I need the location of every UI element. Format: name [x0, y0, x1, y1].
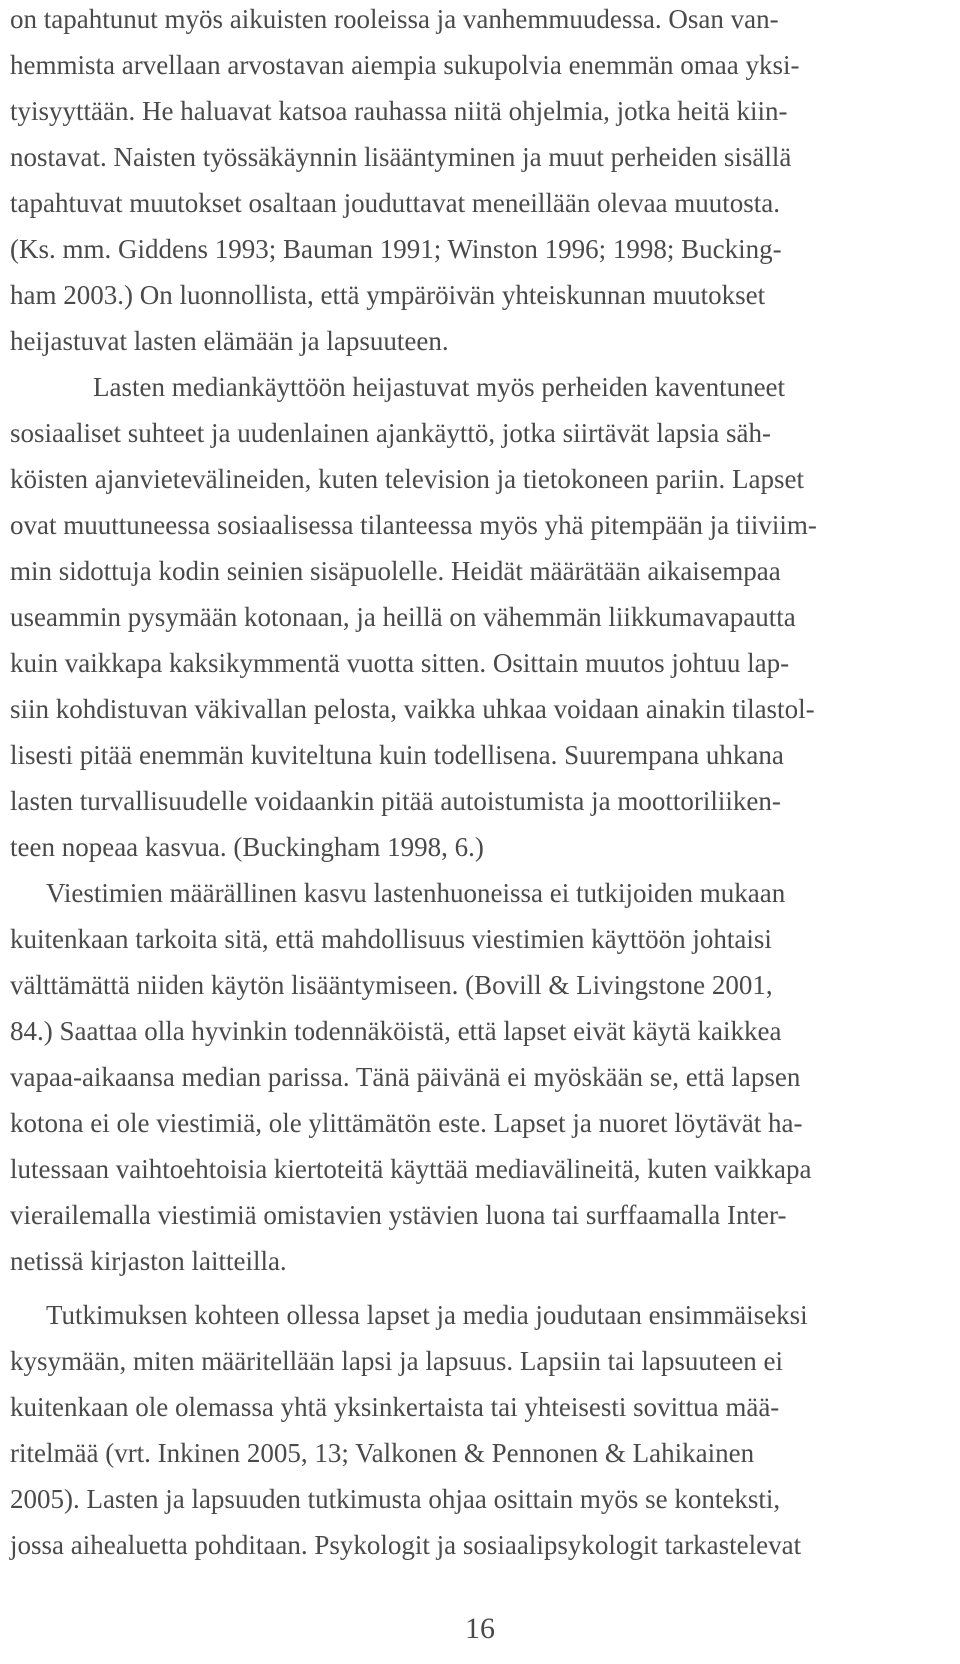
- text-line: kuin vaikkapa kaksikymmentä vuotta sitten. Osittain muutos johtuu lap-: [10, 648, 790, 678]
- text-line: min sidottuja kodin seinien sisäpuolelle. Heidät määrätään aikaisempaa: [10, 556, 781, 586]
- text-line: useammin pysymään kotonaan, ja heillä on vähemmän liikkumavapautta: [10, 602, 796, 632]
- text-line: tapahtuvat muutokset osaltaan jouduttavat meneillään olevaa muutosta.: [10, 188, 781, 218]
- text-line: kuitenkaan tarkoita sitä, että mahdollisuus viestimien käyttöön johtaisi: [10, 924, 772, 954]
- text-line: hemmista arvellaan arvostavan aiempia sukupolvia enemmän omaa yksi-: [10, 50, 800, 80]
- paragraph-first-line: Lasten mediankäyttöön heijastuvat myös perheiden kaventuneet: [93, 372, 786, 402]
- text-line: on tapahtunut myös aikuisten rooleissa ja vanhemmuudessa. Osan van-: [10, 4, 779, 34]
- text-line: lutessaan vaihtoehtoisia kiertoteitä käyttää mediavälineitä, kuten vaikkapa: [10, 1154, 812, 1184]
- text-line: heijastuvat lasten elämään ja lapsuuteen.: [10, 326, 449, 356]
- paragraph-first-line: Viestimien määrällinen kasvu lastenhuoneissa ei tutkijoiden mukaan: [46, 878, 786, 908]
- text-line: sosiaaliset suhteet ja uudenlainen ajankäyttö, jotka siirtävät lapsia säh-: [10, 418, 772, 448]
- text-line: kysymään, miten määritellään lapsi ja lapsuus. Lapsiin tai lapsuuteen ei: [10, 1346, 784, 1376]
- text-line: ovat muuttuneessa sosiaalisessa tilanteessa myös yhä pitempään ja tiiviim-: [10, 510, 817, 540]
- text-line: lasten turvallisuudelle voidaankin pitää autoistumista ja moottoriliiken-: [10, 786, 781, 816]
- text-line: kotona ei ole viestimiä, ole ylittämätön este. Lapset ja nuoret löytävät ha-: [10, 1108, 803, 1138]
- text-line: välttämättä niiden käytön lisääntymiseen. (Bovill & Livingstone 2001,: [10, 970, 773, 1000]
- text-line: 84.) Saattaa olla hyvinkin todennäköistä, että lapset eivät käytä kaikkea: [10, 1016, 782, 1046]
- text-line: vapaa-aikaansa median parissa. Tänä päivänä ei myöskään se, että lapsen: [10, 1062, 801, 1092]
- page-number: 16: [465, 1612, 495, 1645]
- text-line: ham 2003.) On luonnollista, että ympäröivän yhteiskunnan muutokset: [10, 280, 766, 310]
- text-line: teen nopeaa kasvua. (Buckingham 1998, 6.): [10, 832, 484, 862]
- text-line: lisesti pitää enemmän kuviteltuna kuin todellisena. Suurempana uhkana: [10, 740, 784, 770]
- text-line: tyisyyttään. He haluavat katsoa rauhassa niitä ohjelmia, jotka heitä kiin-: [10, 96, 788, 126]
- text-line: jossa aihealuetta pohditaan. Psykologit ja sosiaalipsykologit tarkastelevat: [10, 1530, 802, 1560]
- text-line: (Ks. mm. Giddens 1993; Bauman 1991; Winston 1996; 1998; Bucking-: [10, 234, 782, 264]
- paragraph-first-line: Tutkimuksen kohteen ollessa lapset ja media joudutaan ensimmäiseksi: [46, 1300, 808, 1330]
- text-line: ritelmää (vrt. Inkinen 2005, 13; Valkonen & Pennonen & Lahikainen: [10, 1438, 755, 1468]
- text-line: vierailemalla viestimiä omistavien ystävien luona tai surffaamalla Inter-: [10, 1200, 787, 1230]
- text-line: köisten ajanvietevälineiden, kuten television ja tietokoneen pariin. Lapset: [10, 464, 804, 494]
- text-line: siin kohdistuvan väkivallan pelosta, vaikka uhkaa voidaan ainakin tilastol-: [10, 694, 815, 724]
- text-line: 2005). Lasten ja lapsuuden tutkimusta ohjaa osittain myös se konteksti,: [10, 1484, 781, 1514]
- text-line: kuitenkaan ole olemassa yhtä yksinkertaista tai yhteisesti sovittua mää-: [10, 1392, 780, 1422]
- text-line: netissä kirjaston laitteilla.: [10, 1246, 287, 1276]
- text-line: nostavat. Naisten työssäkäynnin lisääntyminen ja muut perheiden sisällä: [10, 142, 792, 172]
